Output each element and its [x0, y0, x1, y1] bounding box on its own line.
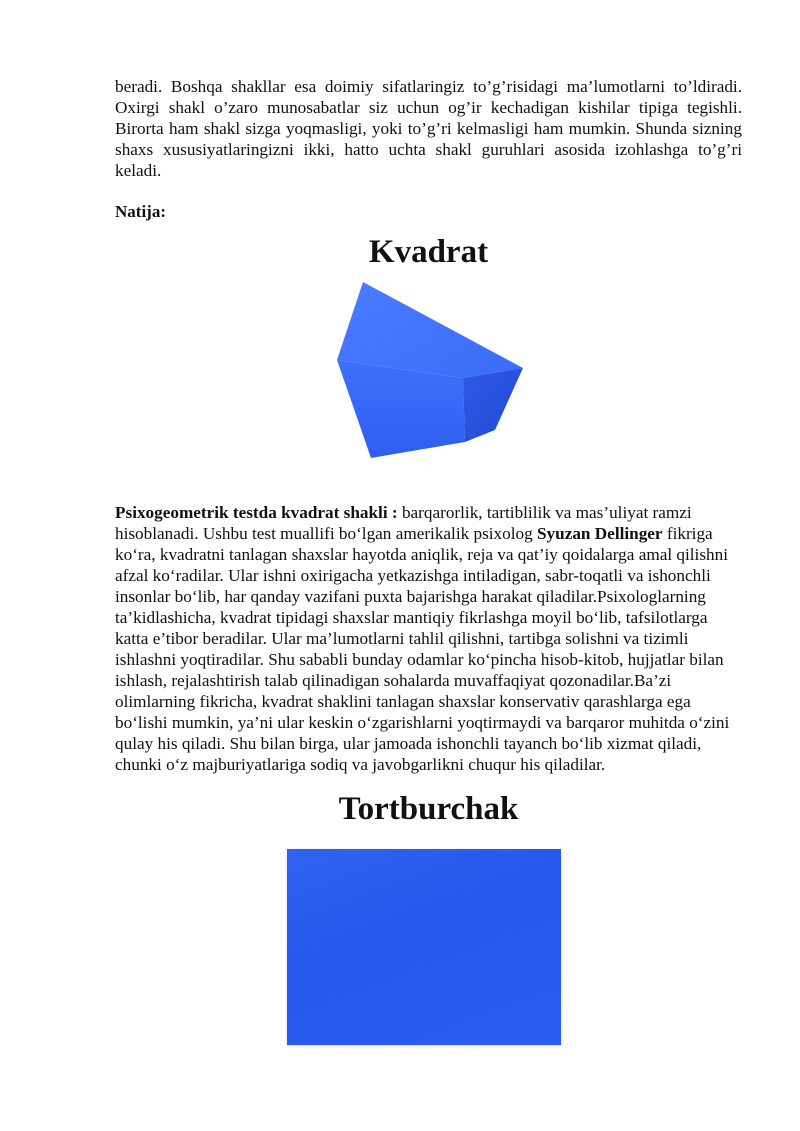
rectangle-image	[287, 849, 561, 1045]
kvadrat-description	[115, 502, 742, 775]
description-part-b: fikriga ko‘ra, kvadratni tanlagan shaxslar hayotda aniqlik, reja va qat’iy qoidalarga amal qilishni afzal ko‘radilar. Ular ishni oxirigacha yetkazishga intiladigan, sabr-toqatli va ishonchli insonlar bo‘lib, har qanday vazifani puxta bajarishga harakat qiladilar.Psixologlarning ta’kidlashicha, kvadrat tipidagi shaxslar mantiqiy fikrlashga moyil bo‘lib, tafsilotlarga katta e’tibor beradilar. Ular ma’lumotlarni tahlil qilishni, tartibga solishni va tizimli ishlashni yoqtiradilar. Shu sababli bunday odamlar ko‘pincha hisob-kitob, hujjatlar bilan ishlash, rejalashtirish talab qilinadigan sohalarda muvaffaqiyat qozonadilar.Ba’zi olimlarning fikricha, kvadrat shaklini tanlagan shaxslar konservativ qarashlarga ega bo‘lishi mumkin, ya’ni ular keskin o‘zgarishlarni yoqtirmaydi va barqaror muhitda o‘zini qulay his qiladi. Shu bilan birga, ular jamoada ishonchli tayanch bo‘lib xizmat qiladi, chunki o‘z majburiyatlariga sodiq va javobgarlikni chuqur his qiladilar.	[115, 524, 730, 774]
rectangle-illustration	[115, 849, 742, 1049]
document-page	[115, 76, 742, 1049]
cube-right-face	[463, 368, 523, 442]
description-part-a: barqarorlik, tartiblilik va mas’uliyat ramzi hisoblanadi. Ushbu test muallifi bo‘lgan amerikalik psixolog	[115, 503, 692, 543]
result-label: Natija:	[115, 202, 166, 221]
cube-illustration	[115, 278, 742, 478]
cube-top-face	[337, 282, 523, 378]
lead-bold: Psixogeometrik testda kvadrat shakli :	[115, 503, 398, 522]
author-name: Syuzan Dellinger	[536, 524, 663, 543]
intro-paragraph: beradi. Boshqa shakllar esa doimiy sifatlaringiz to’g’risidagi ma’lumotlarni to’ldiradi. Oxirgi shakl o’zaro munosabatlar siz uchun og’ir kechadigan kishilar tipiga tegishli. Birorta ham shakl sizga yoqmasligi, yoki to’g’ri kelmasligi ham mumkin. Shunda sizning shaxs xususiyatlaringizni ikki, hatto uchta shakl guruhlari asosida izohlashga to’g’ri keladi.	[115, 77, 742, 180]
cube-image	[335, 282, 525, 462]
section-title-tortburchak: Tortburchak	[338, 791, 519, 827]
section-title-kvadrat: Kvadrat	[368, 234, 489, 270]
